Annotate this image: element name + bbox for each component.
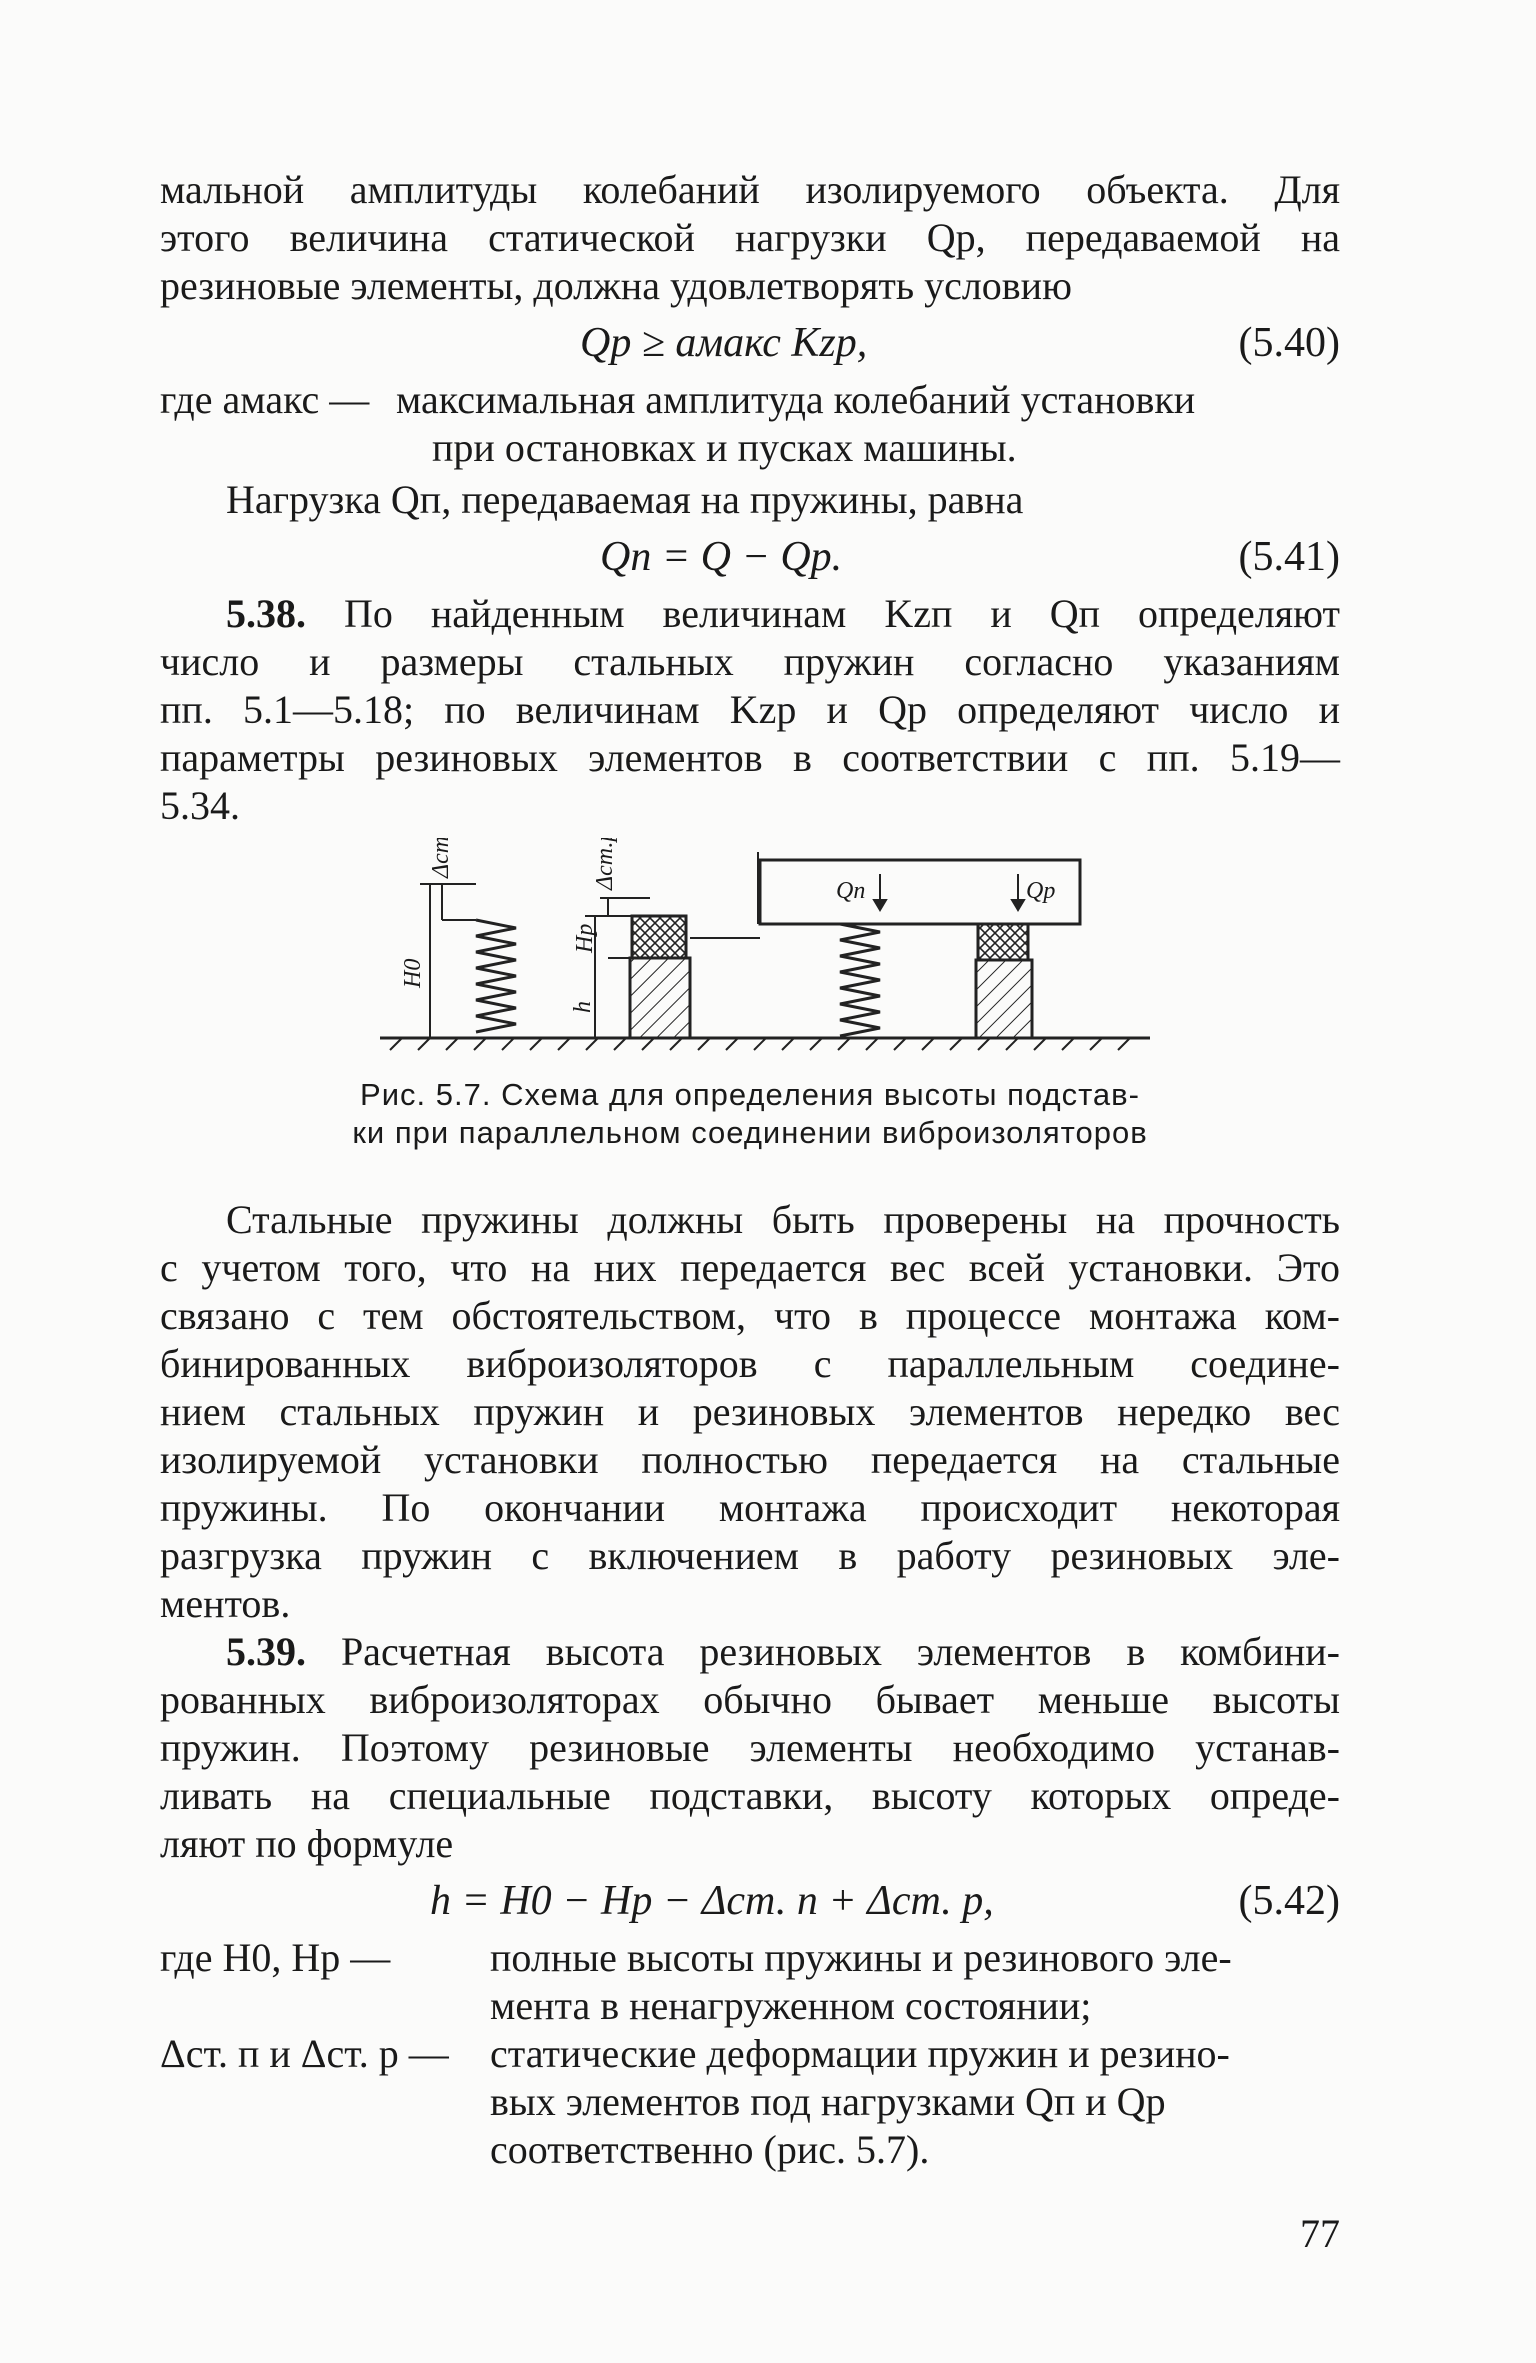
equation-formula: Qп = Q − Qр. bbox=[600, 534, 843, 580]
figure-caption bbox=[160, 1076, 1340, 1152]
label-H0: H0 bbox=[400, 958, 426, 988]
where-label: где aмакс — bbox=[160, 377, 370, 422]
where-line: вых элементов под нагрузками Qп и Qр bbox=[490, 2079, 1166, 2124]
caption-line: Рис. 5.7. Схема для определения высоты подстав- bbox=[360, 1077, 1140, 1112]
text-line: параметры резиновых элементов в соответствии с пп. 5.19— bbox=[160, 735, 1340, 780]
equation-number: (5.40) bbox=[1238, 320, 1340, 366]
label-delta-rubber: Δст.р bbox=[592, 838, 618, 890]
text-line: пружин. Поэтому резиновые элементы необходимо устанав- bbox=[160, 1725, 1340, 1770]
ground-line bbox=[380, 1038, 1150, 1050]
text-line: нием стальных пружин и резиновых элементов нередко вес bbox=[160, 1389, 1340, 1434]
spring-left bbox=[476, 920, 516, 1032]
text-line: изолируемой установки полностью передается на стальные bbox=[160, 1437, 1340, 1482]
where-label: Δст. п и Δст. р — bbox=[160, 2031, 449, 2076]
text-line: ливать на специальные подставки, высоту которых опреде- bbox=[160, 1773, 1340, 1818]
text-line: резиновые элементы, должна удовлетворять условию bbox=[160, 263, 1072, 308]
section-5-39 bbox=[160, 1628, 1340, 1868]
label-delta-spring: Δст.п bbox=[428, 838, 454, 878]
text-line: Стальные пружины должны быть проверены на прочность bbox=[226, 1197, 1340, 1242]
text-line: 5.34. bbox=[160, 783, 240, 828]
text-line: связано с тем обстоятельством, что в процессе монтажа ком- bbox=[160, 1293, 1340, 1338]
intro-paragraph bbox=[160, 166, 1340, 310]
page-body bbox=[160, 166, 1340, 2174]
springs-paragraph bbox=[160, 1196, 1340, 1628]
text-line: рованных виброизоляторах обычно бывает меньше высоты bbox=[160, 1677, 1340, 1722]
caption-line: ки при параллельном соединении виброизоляторов bbox=[352, 1115, 1148, 1150]
text-line: мальной амплитуды колебаний изолируемого объекта. Для bbox=[160, 167, 1340, 212]
text-line bbox=[160, 1628, 1340, 1676]
text-line: число и размеры стальных пружин согласно указаниям bbox=[160, 639, 1340, 684]
equation-number: (5.41) bbox=[1238, 534, 1340, 580]
equation-formula: Qр ≥ aмакс Kzp, bbox=[580, 320, 868, 366]
text-line: пп. 5.1—5.18; по величинам Kzp и Qр определяют число и bbox=[160, 687, 1340, 732]
text-line: пружины. По окончании монтажа происходит некоторая bbox=[160, 1485, 1340, 1530]
figure-diagram bbox=[160, 838, 1340, 1060]
label-h: h bbox=[570, 1001, 596, 1013]
equation-5-40 bbox=[160, 318, 1340, 368]
where-line: максимальная амплитуда колебаний установки bbox=[396, 377, 1196, 422]
pedestal-right bbox=[976, 960, 1032, 1038]
equation-5-41 bbox=[160, 532, 1340, 582]
load-paragraph: Нагрузка Qп, передаваемая на пружины, равна bbox=[226, 477, 1024, 522]
section-5-38 bbox=[160, 590, 1340, 830]
spring-right bbox=[840, 924, 880, 1036]
where-5-42 bbox=[160, 1934, 1340, 2174]
rubber-element-right bbox=[978, 924, 1028, 960]
text-line-content: Расчетная высота резиновых элементов в комбини- bbox=[340, 1629, 1340, 1674]
where-label: где H0, Hр — bbox=[160, 1935, 391, 1980]
where-line: мента в ненагруженном состоянии; bbox=[490, 1983, 1092, 2028]
text-line bbox=[160, 590, 1340, 638]
equation-formula: h = H0 − Hр − Δст. п + Δст. р, bbox=[430, 1878, 994, 1924]
page-number: 77 bbox=[1300, 2211, 1340, 2256]
text-line: разгрузка пружин с включением в работу резиновых эле- bbox=[160, 1533, 1340, 1578]
text-line: ляют по формуле bbox=[160, 1821, 454, 1866]
dimension-lines-left bbox=[420, 884, 760, 1038]
rubber-element-left bbox=[632, 916, 686, 958]
section-number: 5.38. bbox=[226, 591, 306, 636]
text-line: с учетом того, что на них передается вес всей установки. Это bbox=[160, 1245, 1340, 1290]
equation-5-42 bbox=[160, 1876, 1340, 1926]
label-Qp: Qр bbox=[1026, 878, 1056, 904]
text-line-content: По найденным величинам Kzп и Qп определяют bbox=[344, 591, 1340, 636]
text-line: бинированных виброизоляторов с параллельным соедине- bbox=[160, 1341, 1340, 1386]
label-Qn: Qп bbox=[836, 878, 866, 904]
text-line: ментов. bbox=[160, 1581, 291, 1626]
section-number: 5.39. bbox=[226, 1629, 306, 1674]
where-5-40 bbox=[160, 376, 1340, 472]
where-line: соответственно (рис. 5.7). bbox=[490, 2127, 930, 2172]
where-line: статические деформации пружин и резино- bbox=[490, 2031, 1230, 2076]
equation-number: (5.42) bbox=[1238, 1878, 1340, 1924]
where-line: при остановках и пусках машины. bbox=[432, 425, 1017, 470]
pedestal-left bbox=[630, 958, 690, 1038]
where-line: полные высоты пружины и резинового эле- bbox=[490, 1935, 1232, 1980]
label-Hp: Hр bbox=[572, 923, 598, 953]
text-line: этого величина статической нагрузки Qр, передаваемой на bbox=[160, 215, 1340, 260]
figure-5-7 bbox=[160, 838, 1340, 1060]
